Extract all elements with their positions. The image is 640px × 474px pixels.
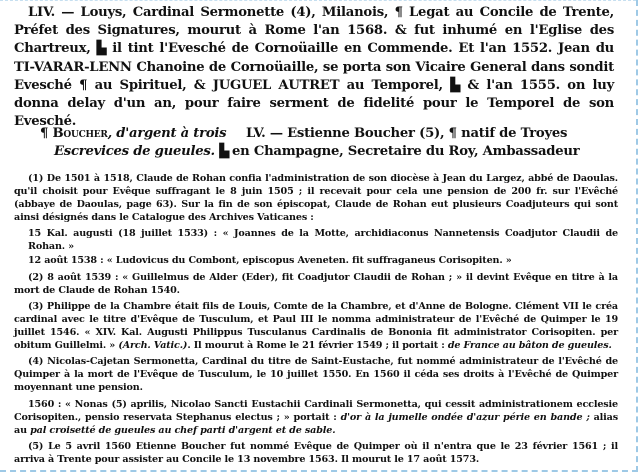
pilcrow-mark: ¶ [40, 126, 49, 141]
entry-name: Estienne Boucher [287, 126, 415, 141]
text-line: en Champagne, Secretaire du Roy, Ambassadeur [232, 144, 580, 160]
entry-liv [14, 4, 614, 131]
text-line: pour faire serment de fidelité pour le Temporel de son Evesché. [14, 96, 614, 130]
entry-name: Louys [80, 5, 123, 20]
footnote-text: . Il mourut à Rome le 21 février 1549 ; il portait : [187, 340, 448, 352]
blazon-text: , d'argent à trois [107, 126, 227, 141]
text-line: , Cardinal Sermonette (4), Milanois, ¶ Legat au Concile de Trente, [122, 5, 614, 20]
footnote-text: 1560 : « Nonas (5) aprilis, Nicolao Sancti Eustachii Cardinali Sermonetta, qui cessit administrationem ecclesie Corisopiten., pensio reservata Stephanus electus ; » portait : [14, 398, 618, 423]
source-citation: (Arch. Vatic.) [118, 340, 188, 352]
footnote-3 [14, 300, 618, 352]
blazon-text: d'or à la jumelle ondée d'azur périe en bande ; [340, 411, 590, 423]
blazon-text: Escrevices de gueules. [54, 144, 215, 160]
footnote-5: (5) Le 5 avril 1560 Etienne Boucher fut nommé Evêque de Quimper où il n'entra que le 23 février 1561 ; il arriva à Trente pour assister au Concile le 13 novembre 1563. Il mourut le 17 août 1573. [14, 440, 618, 465]
footnote-4-extra [14, 398, 618, 437]
blazon-text: de France au bâton de gueules. [447, 340, 612, 352]
page-top-border [0, 0, 636, 1]
catalogue-entry: 15 Kal. augusti (18 juillet 1533) : « Joannes de la Motte, archidiaconus Nannetensis Coadjutor Claudii de Rohan. » [28, 228, 618, 253]
text-line: (5), ¶ natif de Troyes [414, 126, 568, 141]
footnotes [14, 172, 618, 469]
text-line: il tint l'Evesché de Cornoüaille en Commende. Et l'an 1552. Jean du TI-VARAR-LENN [14, 41, 615, 75]
footnote-2: (2) 8 août 1539 : « Guillelmus de Alder (Eder), fit Coadjutor Claudii de Rohan ; » il devint Evêque en titre à la mort de Claude de Rohan 1540. [14, 271, 618, 296]
footnote-4: (4) Nicolas-Cajetan Sermonetta, Cardinal du titre de Saint-Eustache, fut nommé administrateur de l'Evêché de Quimper à la mort de l'Evêque de Tusculum, le 10 juillet 1550. En 1560 il céda ses droits à l'Evêché de Quimper moyennant une pension. [14, 356, 618, 394]
footnote-text: alias au [14, 411, 618, 436]
blazon-text: pal croisetté de gueules au chef parti d'argent et de sable. [30, 424, 336, 436]
family-name: Boucher [52, 126, 108, 141]
catalogue-entry: 12 août 1538 : « Ludovicus du Combont, episcopus Aveneten. fit suffraganeus Corisopiten. » [28, 254, 512, 266]
main-text [14, 4, 614, 131]
two-column-block [14, 125, 614, 161]
entry-number: LIV. — [28, 5, 75, 20]
footnote-1: (1) De 1501 à 1518, Claude de Rohan confia l'administration de son diocèse à Jean du Largez, abbé de Daoulas. qu'il choisit pour Evêque suffragant le 8 juin 1505 ; il recevait pour cela une pension de 200 fr. sur l'Evêché (abbaye de Daoulas, page 63). Sur la fin de son épiscopat, Claude de Rohan eut plusieurs Coadjuteurs qui sont ainsi désignés dans le Catalogue des Archives Vaticanes : [14, 173, 618, 224]
end-mark-icon: ▙ [219, 144, 230, 160]
footnote-text: (3) Philippe de la Chambre était fils de Louis, Comte de la Chambre, et d'Anne de Bologne. Clément VII le créa cardinal avec le titre d'Evêque de Tusculum, et Paul III le nomma administrateur de l'Evêché de Quimper le 19 juillet 1546. « XIV. Kal. Augusti Philippus Tusculanus Cardinalis de Bononia fit administrator Corisopiten. per obitum Guillelmi. » [14, 300, 618, 352]
heraldry-side-note [40, 125, 250, 161]
text-line: Chanoine de Cornoüaille, se porta son Vicaire General dans sondit Evesché ¶ au [14, 59, 615, 93]
text-line: Préfet des Signatures, mourut à Rome l'an 1568. & fut inhumé en l'Eglise des Chartreux, ▙ [14, 23, 614, 57]
entry-lv [232, 125, 614, 161]
entry-number: LV. — [246, 126, 283, 141]
text-line: Spirituel, & JUGUEL AUTRET au Temporel, ▙ & l'an 1555. on luy donna delay d'un an, [14, 77, 614, 112]
